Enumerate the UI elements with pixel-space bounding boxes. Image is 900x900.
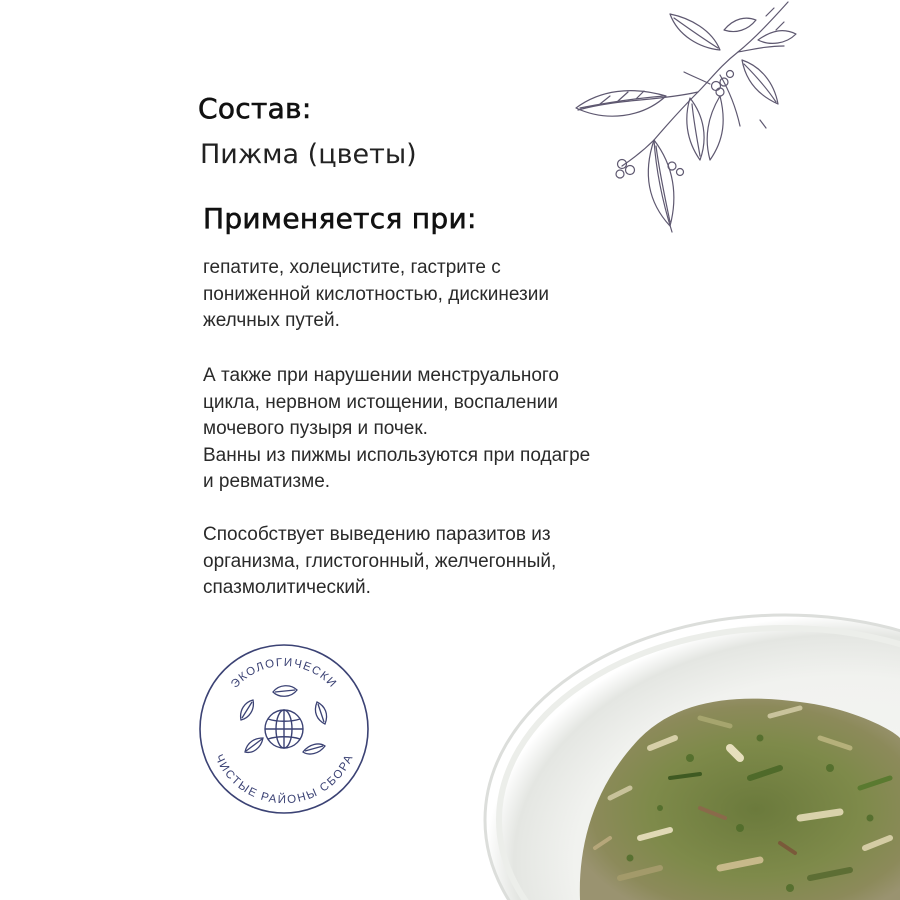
herbal-tea-bowl-image: [470, 598, 900, 900]
usage-paragraph-2: [203, 363, 663, 496]
usage-paragraph-3: [203, 522, 663, 602]
usage-paragraph-1: [203, 255, 663, 335]
text-line: цикла, нервном истощении, воспалении: [203, 391, 558, 413]
composition-value: Пижма (цветы): [200, 139, 417, 170]
branch-illustration-icon: [570, 0, 800, 265]
eco-badge-icon: [195, 640, 373, 818]
text-line: спазмолитический.: [203, 577, 371, 598]
badge-top-text: ЭКОЛОГИЧЕСКИ: [229, 656, 339, 691]
text-line: гепатите, холецистите, гастрите с: [203, 257, 501, 278]
usage-heading: Применяется при:: [203, 202, 477, 235]
text-line: и ревматизме.: [203, 471, 331, 492]
text-line: пониженной кислотностью, дискинезии: [203, 283, 549, 305]
text-line: организма, глистогонный, желчегонный,: [203, 550, 557, 572]
text-line: Способствует выведению паразитов из: [203, 524, 551, 545]
composition-heading: Состав:: [198, 92, 312, 125]
text-line: Ванны из пижмы используются при подагре: [203, 444, 591, 466]
text-line: мочевого пузыря и почек.: [203, 418, 428, 439]
text-line: А также при нарушении менструального: [203, 365, 559, 386]
globe-icon: [265, 710, 303, 748]
badge-bottom-text: ЧИСТЫЕ РАЙОНЫ СБОРА: [212, 752, 356, 807]
text-line: желчных путей.: [203, 310, 340, 331]
